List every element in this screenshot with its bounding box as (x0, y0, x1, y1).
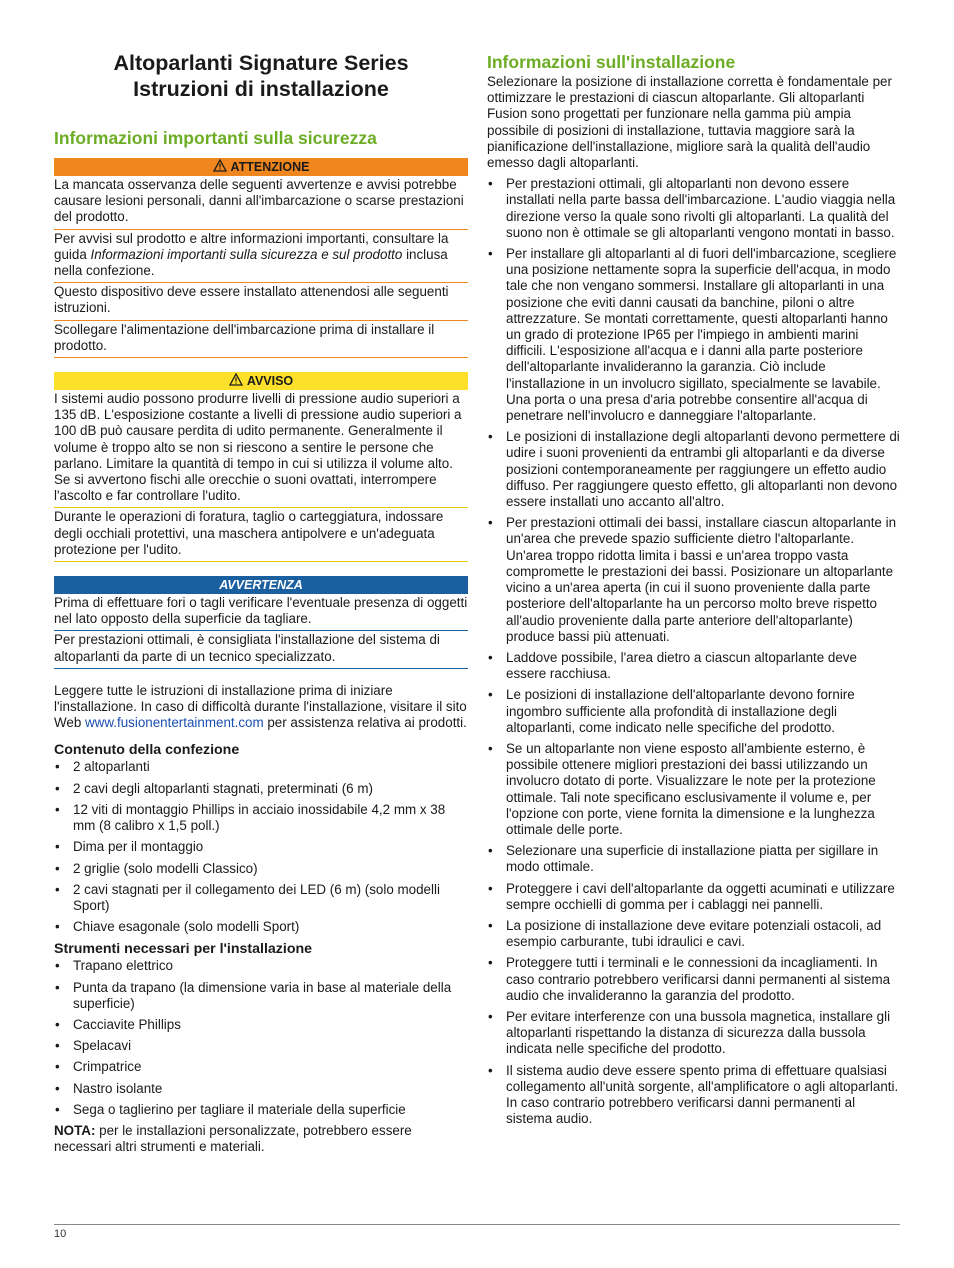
note-paragraph (54, 1123, 468, 1155)
avvertenza-item: Prima di effettuare fori o tagli verificare l'eventuale presenza di oggetti nel lato opposto della superficie da tagliare. (54, 594, 468, 631)
list-item: • Per evitare interferenze con una bussola magnetica, installare gli altoparlanti rispettando la distanza di sicurezza dalla bussola indicata nelle specifiche del prodotto. (487, 1009, 900, 1058)
list-item: • Chiave esagonale (solo modelli Sport) (54, 919, 468, 935)
list-item: • 12 viti di montaggio Phillips in acciaio inossidabile 4,2 mm x 38 mm (8 calibro x 1,5 poll.) (54, 802, 468, 834)
website-link[interactable]: www.fusionentertainment.com (85, 715, 264, 731)
attenzione-item: Scollegare l'alimentazione dell'imbarcazione prima di installare il prodotto. (54, 321, 468, 358)
guide-title: Informazioni importanti sulla sicurezza e sul prodotto (90, 246, 403, 262)
list-item: • Le posizioni di installazione dell'altoparlante devono fornire ingombro sufficiente alla profondità di installazione degli altoparlanti, come indicato nelle specifiche del prodotto. (487, 687, 900, 736)
list-item: • Il sistema audio deve essere spento prima di effettuare qualsiasi collegamento all'unità sorgente, all'amplificatore o agli altoparlanti. In caso contrario potrebbero verificarsi danni permanenti al sistema audio. (487, 1063, 900, 1128)
list-item: • Proteggere tutti i terminali e le connessioni da incagliamenti. In caso contrario potrebbero verificarsi danni permanenti al sistema audio che invalideranno la garanzia del prodotto. (487, 955, 900, 1004)
attenzione-guide-item (54, 230, 468, 284)
avviso-item: I sistemi audio possono produrre livelli di pressione audio superiori a 135 dB. L'esposizione costante a livelli di pressione audio superiori a 100 dB può causare perdita di udito permanente. Generalmente il volume è troppo alto se non si riescono a sentire le persone che parlano. Limitare la quantità di tempo in cui si utilizza il volume alto. Se si avvertono fischi alle orecchie o suoni ovattati, interrompere l'ascolto e far controllare l'udito. (54, 390, 468, 508)
safety-heading: Informazioni importanti sulla sicurezza (54, 128, 377, 148)
warning-triangle-icon (213, 159, 227, 172)
list-item: • Dima per il montaggio (54, 839, 468, 855)
guide-text: Per avvisi sul prodotto e altre informazioni importanti, consultare la guida (54, 230, 449, 262)
list-item: • Se un altoparlante non viene esposto all'ambiente esterno, è possibile ottenere migliori prestazioni dei bassi utilizzando un involucro dotato di porte. Visualizzare le note per la protezione ottimale. Tali note specificano esclusivamente il volume e, per l'opzione con porte, viene fornita la dimensione e la lunghezza ottimale delle porte. (487, 741, 900, 838)
document-title (54, 51, 468, 102)
list-item: • Le posizioni di installazione degli altoparlanti devono permettere di udire i suoni provenienti da entrambi gli altoparlanti e da diverse posizioni contemporaneamente per raggiungere un effetto audio diffuso. Per raggiungere questo effetto, gli altoparlanti non devono essere installati uno accanto all'altro. (487, 429, 900, 510)
avviso-box (54, 372, 468, 562)
read-text-end: per assistenza relativa ai prodotti. (263, 715, 467, 731)
list-item: • Proteggere i cavi dell'altoparlante da oggetti acuminati e utilizzare sempre occhielli di gomma per i cablaggi nei pannelli. (487, 881, 900, 913)
avvertenza-box (54, 576, 468, 669)
title-line-1: Altoparlanti Signature Series (113, 51, 409, 75)
install-intro: Selezionare la posizione di installazione corretta è fondamentale per ottimizzare le prestazioni di ciascun altoparlante. Gli altoparlanti Fusion sono progettati per funzionare nella gamma più ampia possibile di posizioni di installazione, tuttavia maggiore sarà la pianificazione dell'installazione, migliore sarà la qualità dell'audio emesso dagli altoparlanti. (487, 74, 892, 171)
avviso-label: AVVISO (246, 374, 294, 389)
list-item: • Sega o taglierino per tagliare il materiale della superficie (54, 1102, 468, 1118)
tools-list (54, 958, 468, 1118)
note-label: NOTA: (54, 1122, 96, 1138)
contents-list (54, 759, 468, 935)
contents-heading: Contenuto della confezione (54, 742, 240, 759)
list-item: • Selezionare una superficie di installazione piatta per sigillare in modo ottimale. (487, 843, 900, 875)
list-item: • Nastro isolante (54, 1081, 468, 1097)
attenzione-item: La mancata osservanza delle seguenti avvertenze e avvisi potrebbe causare lesioni personali, danni all'imbarcazione o scarse prestazioni del prodotto. (54, 176, 468, 230)
list-item: • 2 altoparlanti (54, 759, 468, 775)
tools-heading: Strumenti necessari per l'installazione (54, 941, 313, 958)
footer-divider (54, 1224, 900, 1225)
list-item: • Punta da trapano (la dimensione varia in base al materiale della superficie) (54, 980, 468, 1012)
attenzione-box (54, 158, 468, 358)
list-item: • La posizione di installazione deve evitare potenziali ostacoli, ad esempio carburante, tubi idraulici e cavi. (487, 918, 900, 950)
avviso-banner (54, 372, 468, 390)
list-item: • Cacciavite Phillips (54, 1017, 468, 1033)
avvertenza-item: Per prestazioni ottimali, è consigliata l'installazione del sistema di altoparlanti da parte di un tecnico specializzato. (54, 631, 468, 668)
title-line-2: Istruzioni di installazione (133, 76, 389, 101)
list-item: • Laddove possibile, l'area dietro a ciascun altoparlante deve essere racchiusa. (487, 650, 900, 682)
list-item: • Per prestazioni ottimali dei bassi, installare ciascun altoparlante in un'area che prevede spazio sufficiente dietro l'altoparlante. Un'area troppo ridotta limita i bassi e un'area troppo vasta compromette le prestazioni dei bassi. Posizionare un altoparlante vicino a un'area aperta (in cui il suono proveniente dalla parte posteriore dell'altoparlante ha un percorso molto breve rispetto all'audio proveniente dalla parte anteriore dell'altoparlante) produce bassi più attenuati. (487, 515, 900, 645)
page-number: 10 (54, 1228, 67, 1240)
attenzione-banner (54, 158, 468, 176)
list-item: • 2 griglie (solo modelli Classico) (54, 861, 468, 877)
guide-text-end: inclusa nella confezione. (54, 246, 448, 279)
list-item: • 2 cavi stagnati per il collegamento dei LED (6 m) (solo modelli Sport) (54, 882, 468, 914)
note-text: per le installazioni personalizzate, potrebbero essere necessari altri strumenti e materiali. (54, 1122, 412, 1155)
install-list (487, 176, 900, 1127)
avviso-item: Durante le operazioni di foratura, taglio o carteggiatura, indossare degli occhiali protettivi, una maschera antipolvere e un'adeguata protezione per l'udito. (54, 508, 468, 562)
list-item: • Per prestazioni ottimali, gli altoparlanti non devono essere installati nella parte bassa dell'imbarcazione. L'audio viaggia nella direzione verso la quale sono rivolti gli altoparlanti. La qualità del suono non è ottimale se gli altoparlanti vengono montati in basso. (487, 176, 900, 241)
avvertenza-banner: AVVERTENZA (54, 576, 468, 594)
read-instructions-paragraph (54, 683, 468, 732)
warning-triangle-icon (229, 373, 243, 386)
attenzione-label: ATTENZIONE (230, 160, 310, 174)
install-heading: Informazioni sull'installazione (487, 52, 736, 72)
attenzione-item: Questo dispositivo deve essere installato attenendosi alle seguenti istruzioni. (54, 283, 468, 320)
list-item: • Spelacavi (54, 1038, 468, 1054)
read-text: Leggere tutte le istruzioni di installazione prima di iniziare l'installazione. In caso di difficoltà durante l'installazione, visitare il sito Web (54, 682, 467, 731)
list-item: • Trapano elettrico (54, 958, 468, 974)
list-item: • 2 cavi degli altoparlanti stagnati, preterminati (6 m) (54, 781, 468, 797)
right-column (487, 48, 900, 1132)
list-item: • Crimpatrice (54, 1059, 468, 1075)
left-column (54, 48, 468, 1155)
list-item: • Per installare gli altoparlanti al di fuori dell'imbarcazione, scegliere una posizione nettamente sopra la superficie dell'acqua, in modo tale che non vengano sommersi. Installare gli altoparlanti in una posizione che eviti danni causati da banchine, piloni o altre attrezzature. Se montati correttamente, questi altoparlanti hanno un grado di protezione IP65 per l'impiego in ambienti marini difficili. L'esposizione all'acqua e i danni alla parte posteriore dell'altoparlante invalideranno la garanzia. Ciò include l'installazione in un involucro sigillato, specialmente se lavabile. Una porta o una presa d'aria potrebbe consentire all'acqua di penetrare nell'involucro e danneggiare l'altoparlante. (487, 246, 900, 424)
